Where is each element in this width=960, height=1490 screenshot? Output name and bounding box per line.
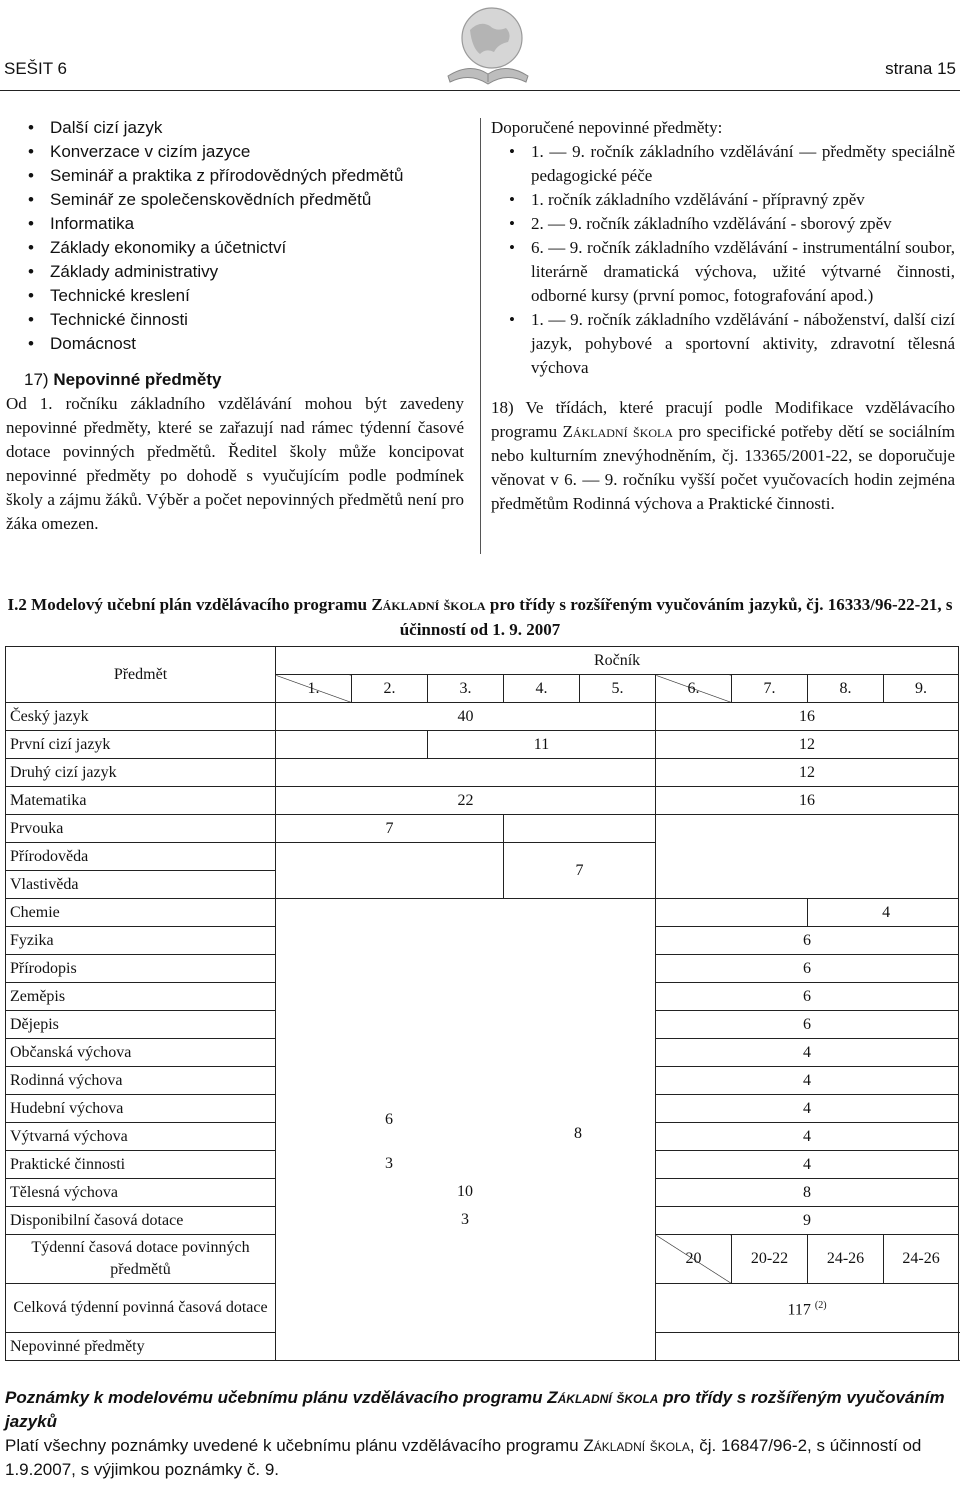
- subject-cell: Fyzika: [6, 927, 276, 955]
- header-grade: Ročník: [276, 647, 959, 675]
- column-divider: [480, 118, 481, 554]
- value-cell: 6: [656, 927, 959, 955]
- value-cell: 4: [656, 1095, 959, 1123]
- value-cell: 4: [656, 1067, 959, 1095]
- pc-value-primary: 3: [385, 1155, 393, 1172]
- weekly-value-cell: 24-26: [808, 1235, 884, 1284]
- subject-cell: Vlastivěda: [6, 871, 276, 899]
- subject-cell: Matematika: [6, 787, 276, 815]
- subject-cell: Nepovinné předměty: [6, 1333, 276, 1361]
- notes-text-program: Základní škola: [583, 1436, 690, 1455]
- section-18-part-b: pro specifické potřeby dětí se sociálním nebo kulturním znevýhodněním, čj. 13365/2001-22, se doporučuje věnovat v 6. — 9. ročníku vyšší počet vyučovacích hodin zejména předmětům Rodinná výchova a Praktické činnosti.: [491, 422, 956, 513]
- value-cell: 4: [656, 1123, 959, 1151]
- notes-title-program: Základní škola: [547, 1388, 659, 1407]
- value-cell: 6: [656, 1011, 959, 1039]
- table-row: [6, 815, 959, 843]
- empty-cell: [656, 1333, 959, 1361]
- subject-cell: Celková týdenní povinná časová dotace: [6, 1284, 276, 1333]
- table-title-part-a: I.2 Modelový učební plán vzdělávacího programu: [7, 595, 372, 614]
- list-item: • 1. — 9. ročník základního vzdělávání — předměty speciálně pedagogické péče: [505, 140, 955, 188]
- grade-header-cell: 7.: [732, 675, 808, 703]
- list-item: • 2. — 9. ročník základního vzdělávání - sborový zpěv: [505, 212, 955, 236]
- header-rule: [0, 90, 960, 91]
- section-17-text: [6, 392, 464, 536]
- empty-block-cell: [276, 899, 656, 1361]
- value-cell: 12: [656, 731, 959, 759]
- notes-text-part-a: Platí všechny poznámky uvedené k učebnímu plánu vzdělávacího programu: [5, 1436, 584, 1455]
- table-row: [6, 731, 959, 759]
- subject-cell: Tělesná výchova: [6, 1179, 276, 1207]
- section-17-paragraph-1: Od 1. ročníku základního vzdělávání mohou být zavedeny nepovinné předměty, které se zařazují nad rámec týdenní časové dotace povinných předmětů.: [6, 394, 464, 461]
- subject-cell: Přírodověda: [6, 843, 276, 871]
- subject-cell: Týdenní časová dotace povinných předmětů: [6, 1235, 276, 1284]
- value-cell: 40: [276, 703, 656, 731]
- subject-cell: Přírodopis: [6, 955, 276, 983]
- subject-cell: Občanská výchova: [6, 1039, 276, 1067]
- grade-header-cell: 3.: [428, 675, 504, 703]
- globe-book-logo-icon: [440, 2, 536, 88]
- empty-cell: [504, 815, 656, 843]
- total-primary-cell: [656, 1284, 959, 1333]
- section-18-part-a: 18) Ve třídách, které pracují podle Modifikace vzdělávacího programu: [491, 398, 955, 441]
- total-primary-value: 117: [787, 1301, 811, 1319]
- weekly-value-cell: 20-22: [732, 1235, 808, 1284]
- right-column: [491, 116, 955, 516]
- empty-cell: [276, 731, 428, 759]
- list-item: • Seminář ze společenskovědních předmětů: [24, 188, 464, 212]
- table-title-part-b: pro třídy s rozšířeným vyučováním jazyků, čj. 16333/96-22-21, s účinností od 1. 9. 2007: [399, 595, 953, 639]
- table-row: [6, 899, 959, 927]
- notes-section: [5, 1386, 955, 1482]
- table-row: [6, 759, 959, 787]
- notes-title-part-b: pro třídy s rozšířeným vyučováním jazyků: [5, 1388, 945, 1431]
- subject-cell: Disponibilní časová dotace: [6, 1207, 276, 1235]
- subject-cell: Hudební výchova: [6, 1095, 276, 1123]
- value-cell: 4: [656, 1039, 959, 1067]
- section-17-number: 17): [24, 370, 49, 389]
- list-item: • 1. — 9. ročník základního vzdělávání - náboženství, další cizí jazyk, pohybové a sportovní aktivity, zdravotní tělesná výchova: [505, 308, 955, 380]
- section-18-program-name: Základní škola: [562, 422, 674, 441]
- empty-cell: [276, 843, 504, 899]
- value-cell: 9: [656, 1207, 959, 1235]
- list-item: • Seminář a praktika z přírodovědných předmětů: [24, 164, 464, 188]
- table-title: [0, 592, 960, 642]
- grade-header-cell: 6.: [656, 675, 732, 703]
- recommended-list: [505, 140, 955, 380]
- grade-header-cell: 2.: [352, 675, 428, 703]
- empty-cell: [656, 815, 959, 899]
- curriculum-table: [5, 646, 959, 1361]
- value-cell: 4: [656, 1151, 959, 1179]
- section-18-text: [491, 396, 955, 516]
- list-item: • Domácnost: [24, 332, 464, 356]
- notes-title-part-a: Poznámky k modelovému učebnímu plánu vzdělávacího programu: [5, 1388, 548, 1407]
- subject-cell: Druhý cizí jazyk: [6, 759, 276, 787]
- value-cell: 7: [504, 843, 656, 899]
- value-cell: 4: [808, 899, 959, 927]
- subject-cell: Rodinná výchova: [6, 1067, 276, 1095]
- value-cell: 12: [656, 759, 959, 787]
- list-item: • 6. — 9. ročník základního vzdělávání - instrumentální soubor, literárně dramatická výchova, užité výtvarné činnosti, odborné kursy (první pomoc, fotografování apod.): [505, 236, 955, 308]
- value-cell: 16: [656, 703, 959, 731]
- subject-cell: Český jazyk: [6, 703, 276, 731]
- subject-cell: Prvouka: [6, 815, 276, 843]
- section-17-title: Nepovinné předměty: [53, 370, 222, 389]
- tv-value-primary: 10: [457, 1183, 473, 1200]
- list-item: • Konverzace v cizím jazyce: [24, 140, 464, 164]
- subject-cell: První cizí jazyk: [6, 731, 276, 759]
- left-column: [6, 116, 465, 536]
- list-item: • 1. ročník základního vzdělávání - přípravný zpěv: [505, 188, 955, 212]
- section-17-heading: [24, 368, 464, 392]
- total-primary-note: (2): [814, 1299, 827, 1311]
- list-item: • Technické činnosti: [24, 308, 464, 332]
- weekly-value-cell: 20: [656, 1235, 732, 1284]
- hv-vv-value-middle: 8: [574, 1125, 582, 1142]
- value-cell: 6: [656, 955, 959, 983]
- value-cell: 7: [276, 815, 504, 843]
- list-item: • Technické kreslení: [24, 284, 464, 308]
- list-item: • Základy administrativy: [24, 260, 464, 284]
- dis-value-primary: 3: [461, 1211, 469, 1228]
- section-17-paragraph-2: Ředitel školy může koncipovat nepovinné předměty po dohodě s vyučujícím podle podmínek školy a zájmu žáků. Výběr a počet nepovinných předmětů není pro žáka omezen.: [6, 442, 465, 533]
- value-cell: 8: [656, 1179, 959, 1207]
- value-cell: 6: [656, 983, 959, 1011]
- optional-subjects-list: [24, 116, 464, 356]
- weekly-value-cell: 24-26: [884, 1235, 959, 1284]
- value-cell: 22: [276, 787, 656, 815]
- grade-header-cell: 4.: [504, 675, 580, 703]
- subject-cell: Chemie: [6, 899, 276, 927]
- subject-cell: Zeměpis: [6, 983, 276, 1011]
- grade-header-cell: 9.: [884, 675, 959, 703]
- list-item: • Další cizí jazyk: [24, 116, 464, 140]
- list-item: • Základy ekonomiky a účetnictví: [24, 236, 464, 260]
- table-title-program: Základní škola: [371, 595, 486, 614]
- subject-cell: Dějepis: [6, 1011, 276, 1039]
- table-row: [6, 703, 959, 731]
- empty-cell: [656, 899, 808, 927]
- recommended-heading: Doporučené nepovinné předměty:: [491, 118, 723, 137]
- header-subject: Předmět: [6, 647, 276, 703]
- table-row: [6, 787, 959, 815]
- hv-vv-value-primary: 6: [385, 1111, 393, 1128]
- notes-text-part-b: , čj. 16847/96-2, s účinností od 1.9.2007, s výjimkou poznámky č. 9.: [5, 1436, 922, 1479]
- grade-header-cell: 5.: [580, 675, 656, 703]
- notes-title: [5, 1386, 955, 1434]
- value-cell: 11: [428, 731, 656, 759]
- subject-cell: Praktické činnosti: [6, 1151, 276, 1179]
- grade-header-cell: 1.: [276, 675, 352, 703]
- value-cell: 16: [656, 787, 959, 815]
- header-left: SEŠIT 6: [4, 59, 67, 78]
- grade-header-cell: 8.: [808, 675, 884, 703]
- page-number: strana 15: [885, 59, 956, 78]
- empty-cell: [276, 759, 656, 787]
- notes-text: [5, 1434, 955, 1482]
- subject-cell: Výtvarná výchova: [6, 1123, 276, 1151]
- list-item: • Informatika: [24, 212, 464, 236]
